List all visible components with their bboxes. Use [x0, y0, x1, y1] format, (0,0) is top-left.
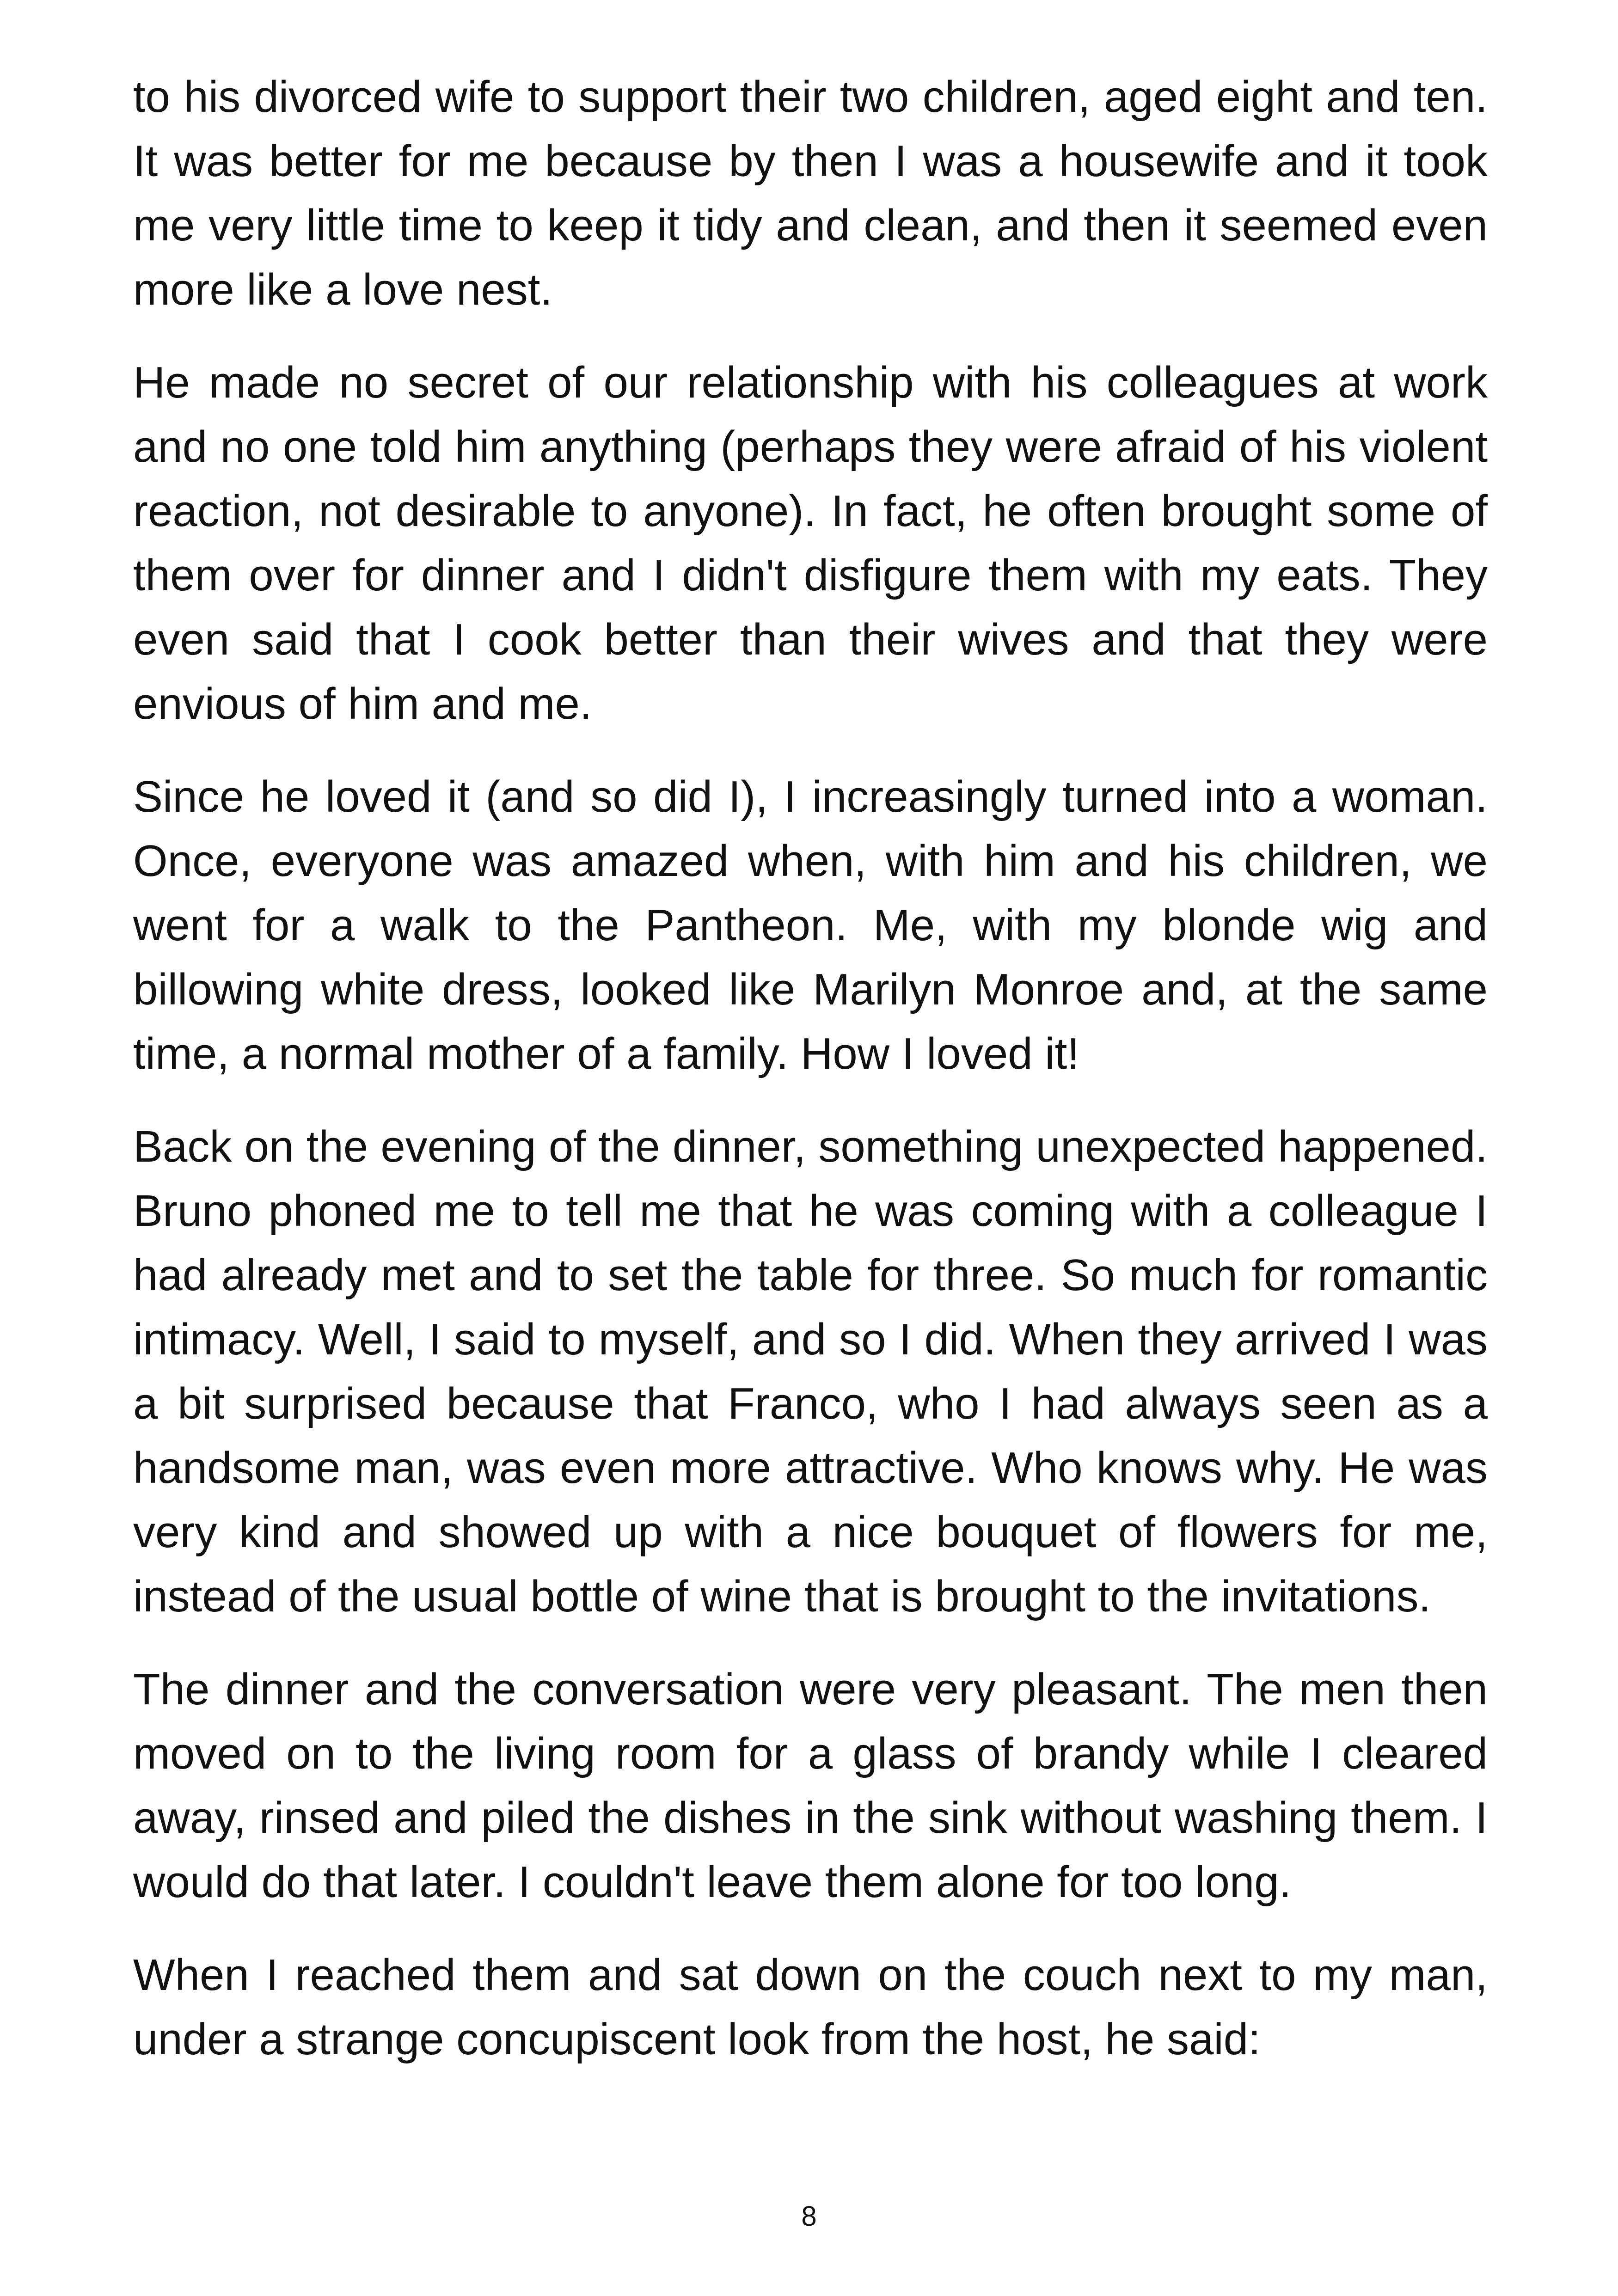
paragraph-2: He made no secret of our relationship with his colleagues at work and no one told him anything (perhaps they were afraid of his violent reaction, not desirable to anyone). In fact, he often brought some of them over for dinner and I didn't disfigure them with my eats. They even said that I cook better than their wives and that they were envious of him and me.: [133, 358, 1488, 729]
page-number: 8: [801, 2201, 817, 2232]
paragraph-4: Back on the evening of the dinner, something unexpected happened. Bruno phoned me to tell me that he was coming with a colleague I had already met and to set the table for three. So much for romantic intimacy. Well, I said to myself, and so I did. When they arrived I was a bit surprised because that Franco, who I had always seen as a handsome man, was even more attractive. Who knows why. He was very kind and showed up with a nice bouquet of flowers for me, instead of the usual bottle of wine that is brought to the invitations.: [133, 1122, 1488, 1621]
paragraph-3: Since he loved it (and so did I), I increasingly turned into a woman. Once, everyone was amazed when, with him and his children, we went for a walk to the Pantheon. Me, with my blonde wig and billowing white dress, looked like Marilyn Monroe and, at the same time, a normal mother of a family. How I loved it!: [133, 772, 1488, 1078]
paragraph-6: When I reached them and sat down on the couch next to my man, under a strange concupiscent look from the host, he said:: [133, 1950, 1488, 2064]
paragraph-1: to his divorced wife to support their two children, aged eight and ten. It was better for me because by then I was a housewife and it took me very little time to keep it tidy and clean, and then it seemed even more like a love nest.: [133, 72, 1488, 314]
paragraph-5: The dinner and the conversation were very pleasant. The men then moved on to the living room for a glass of brandy while I cleared away, rinsed and piled the dishes in the sink without washing them. I would do that later. I couldn't leave them alone for too long.: [133, 1665, 1488, 1907]
body-text: [133, 65, 1488, 2100]
